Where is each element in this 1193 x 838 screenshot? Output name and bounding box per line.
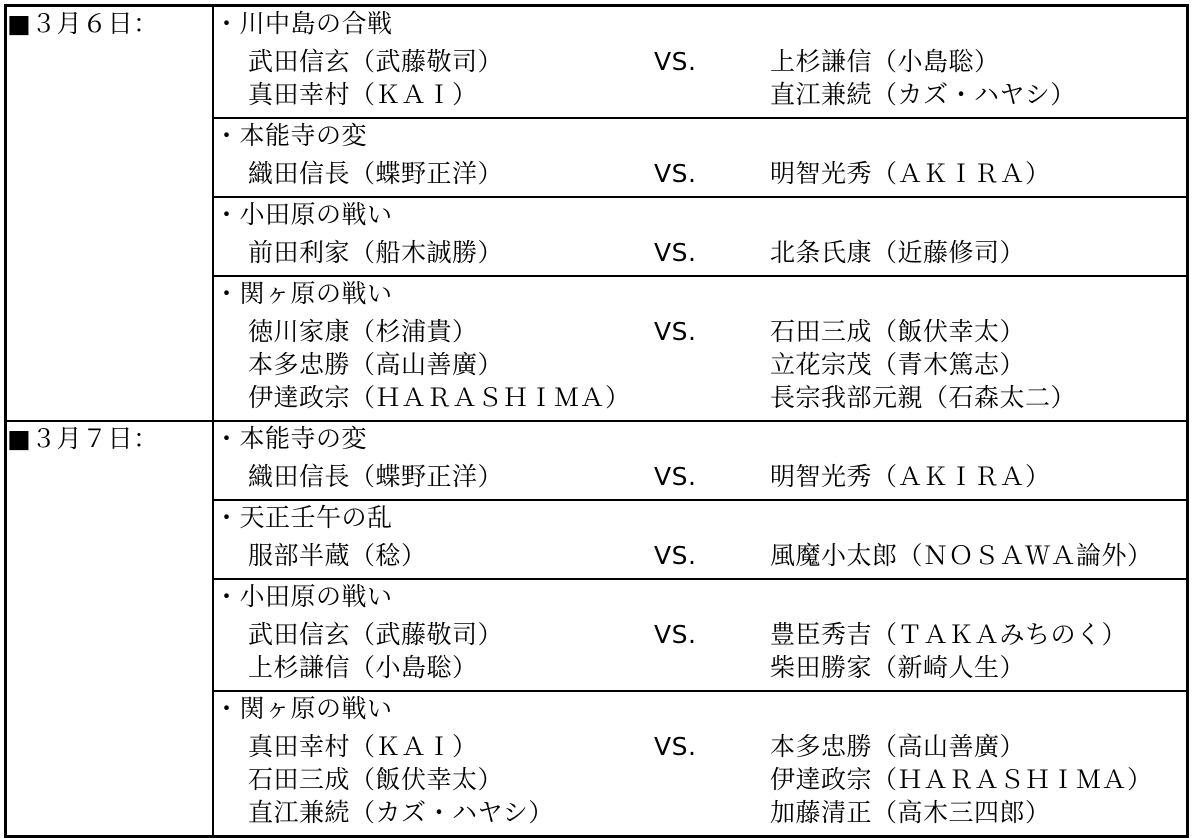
vs-label	[644, 315, 764, 348]
bout-title: ・関ヶ原の戦い	[214, 694, 393, 723]
fighter-name: 武田信玄（武藤敬司）	[248, 47, 504, 76]
vs-label	[644, 539, 764, 572]
right-team	[764, 730, 1186, 829]
fighter-name: 武田信玄（武藤敬司）	[248, 620, 504, 649]
fighter-name: 真田幸村（ＫＡＩ）	[248, 732, 478, 761]
right-team	[764, 45, 1186, 111]
fighter-name: 前田利家（船木誠勝）	[248, 238, 504, 267]
match-card-body	[6, 6, 1188, 837]
left-team	[214, 730, 644, 829]
fighter-name: 柴田勝家（新崎人生）	[770, 653, 1026, 682]
vs-text: VS.	[654, 159, 697, 188]
fighter-name: 徳川家康（杉浦貴）	[248, 317, 478, 346]
fighter-name: 明智光秀（ＡＫＩＲＡ）	[770, 462, 1051, 491]
right-team	[764, 618, 1186, 684]
bout-lineup	[214, 534, 1186, 578]
left-team	[214, 236, 644, 269]
bout-cell	[213, 276, 1188, 421]
match-card-table	[4, 4, 1189, 838]
bout-lineup	[214, 613, 1186, 690]
left-team	[214, 618, 644, 684]
right-team	[764, 236, 1186, 269]
bout-title: ・関ヶ原の戦い	[214, 279, 393, 308]
table-row	[6, 421, 1188, 500]
bout-lineup	[214, 455, 1186, 499]
bout-cell	[213, 118, 1188, 197]
vs-text: VS.	[654, 620, 697, 649]
fighter-name: 真田幸村（ＫＡＩ）	[248, 80, 478, 109]
fighter-name: 服部半蔵（稔）	[248, 541, 427, 570]
bout-lineup	[214, 231, 1186, 275]
bout-cell	[213, 6, 1188, 119]
bout-cell	[213, 500, 1188, 579]
fighter-name: 織田信長（蝶野正洋）	[248, 159, 504, 188]
date-cell: ■３月６日：	[6, 6, 214, 422]
table-row	[6, 6, 1188, 119]
vs-text: VS.	[654, 47, 697, 76]
bout-title: ・天正壬午の乱	[214, 503, 393, 532]
vs-label	[644, 157, 764, 190]
bout-cell	[213, 421, 1188, 500]
left-team	[214, 315, 644, 414]
fighter-name: 風魔小太郎（ＮＯＳＡＷＡ論外）	[770, 541, 1153, 570]
vs-text: VS.	[654, 238, 697, 267]
bout-title: ・小田原の戦い	[214, 582, 393, 611]
bout-lineup	[214, 152, 1186, 196]
fighter-name: 上杉謙信（小島聡）	[770, 47, 1000, 76]
date-cell: ■３月７日：	[6, 421, 214, 837]
bout-title: ・本能寺の変	[214, 424, 368, 453]
bout-title: ・本能寺の変	[214, 121, 368, 150]
right-team	[764, 157, 1186, 190]
left-team	[214, 45, 644, 111]
fighter-name: 織田信長（蝶野正洋）	[248, 462, 504, 491]
vs-label	[644, 618, 764, 651]
vs-text: VS.	[654, 317, 697, 346]
bout-cell	[213, 197, 1188, 276]
right-team	[764, 460, 1186, 493]
bout-cell	[213, 691, 1188, 837]
vs-text: VS.	[654, 732, 697, 761]
fighter-name: 直江兼続（カズ・ハヤシ）	[770, 80, 1076, 109]
bout-lineup	[214, 310, 1186, 420]
fighter-name: 本多忠勝（高山善廣）	[248, 350, 504, 379]
left-team	[214, 539, 644, 572]
fighter-name: 伊達政宗（ＨＡＲＡＳＨＩＭＡ）	[770, 765, 1153, 794]
right-team	[764, 315, 1186, 414]
fighter-name: 立花宗茂（青木篤志）	[770, 350, 1026, 379]
fighter-name: 上杉謙信（小島聡）	[248, 653, 478, 682]
bout-title: ・小田原の戦い	[214, 200, 393, 229]
right-team	[764, 539, 1186, 572]
fighter-name: 石田三成（飯伏幸太）	[248, 765, 504, 794]
vs-label	[644, 730, 764, 763]
vs-text: VS.	[654, 462, 697, 491]
card-page	[0, 4, 1193, 827]
fighter-name: 加藤清正（高木三四郎）	[770, 798, 1051, 827]
bout-lineup	[214, 40, 1186, 117]
vs-label	[644, 45, 764, 78]
left-team	[214, 157, 644, 190]
fighter-name: 本多忠勝（高山善廣）	[770, 732, 1026, 761]
fighter-name: 直江兼続（カズ・ハヤシ）	[248, 798, 554, 827]
bout-lineup	[214, 725, 1186, 835]
vs-label	[644, 460, 764, 493]
fighter-name: 明智光秀（ＡＫＩＲＡ）	[770, 159, 1051, 188]
fighter-name: 長宗我部元親（石森太二）	[770, 383, 1077, 412]
fighter-name: 石田三成（飯伏幸太）	[770, 317, 1026, 346]
bout-title: ・川中島の合戦	[214, 9, 393, 38]
fighter-name: 豊臣秀吉（ＴＡＫＡみちのく）	[770, 620, 1128, 649]
vs-label	[644, 236, 764, 269]
bout-cell	[213, 579, 1188, 691]
fighter-name: 伊達政宗（ＨＡＲＡＳＨＩＭＡ）	[248, 383, 631, 412]
vs-text: VS.	[654, 541, 697, 570]
fighter-name: 北条氏康（近藤修司）	[770, 238, 1026, 267]
left-team	[214, 460, 644, 493]
